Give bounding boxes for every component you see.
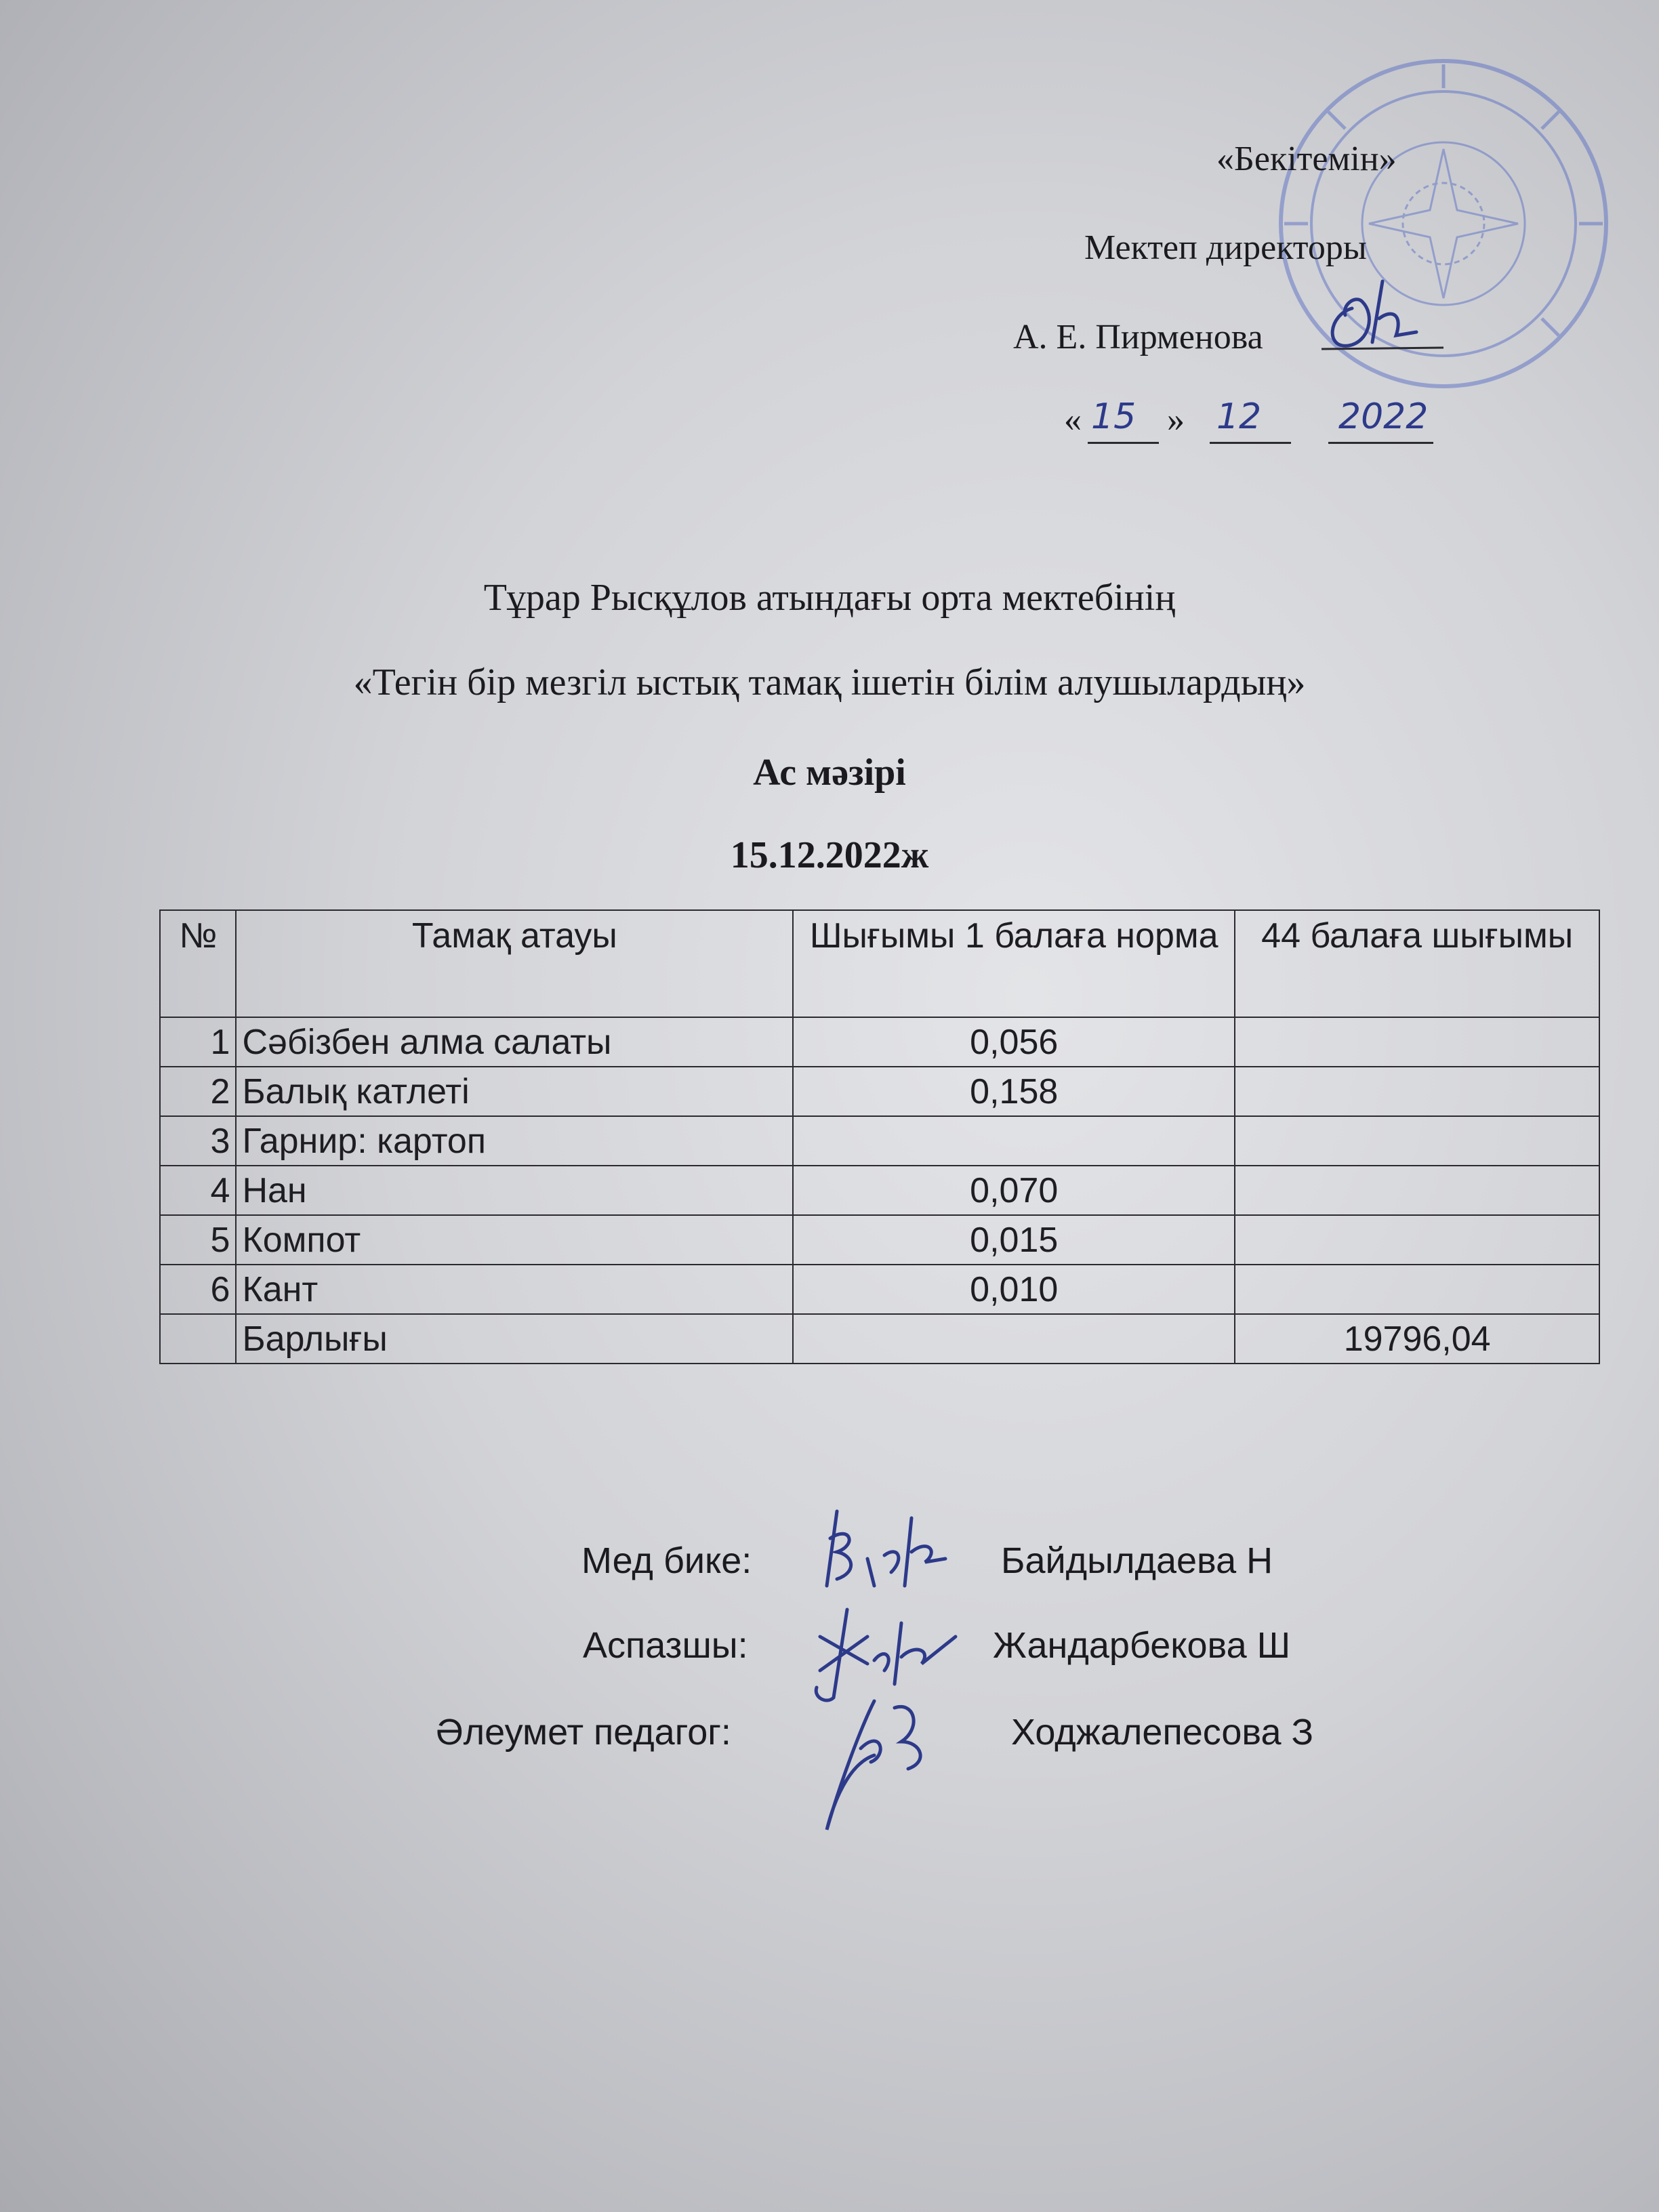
header-number: № [160,910,236,1017]
row-number: 3 [160,1116,236,1166]
table-row [160,1067,1599,1116]
row-dish-name: Балық катлеті [236,1067,793,1116]
menu-table [159,909,1600,1364]
header-dish-name: Тамақ атауы [236,910,793,1017]
summary-label: Барлығы [236,1314,793,1364]
summary-number [160,1314,236,1364]
table-row [160,1166,1599,1215]
social-pedagogue-role-label: Әлеумет педагог: [436,1712,731,1753]
row-total [1235,1215,1599,1265]
row-dish-name: Компот [236,1215,793,1265]
date-month-handwritten: 12 [1216,396,1262,437]
document-title: Ас мәзірі [753,752,906,794]
school-name: Тұрар Рысқұлов атындағы орта мектебінің [483,577,1176,619]
social-pedagogue-signature [813,1687,949,1843]
row-norm: 0,158 [793,1067,1235,1116]
row-total [1235,1067,1599,1116]
date-open-quote: « [1064,401,1082,439]
row-norm: 0,070 [793,1166,1235,1215]
row-number: 4 [160,1166,236,1215]
row-norm: 0,056 [793,1017,1235,1067]
table-row [160,1017,1599,1067]
row-number: 5 [160,1215,236,1265]
table-row [160,1116,1599,1166]
approval-director-name: А. Е. Пирменова [1013,318,1263,356]
program-name: «Тегін бір мезгіл ыстық тамақ ішетін білім алушылардың» [353,661,1306,703]
approval-heading: «Бекітемін» [1216,140,1397,178]
table-header-row [160,910,1599,1017]
row-norm [793,1116,1235,1166]
cook-role-label: Аспазшы: [583,1625,748,1666]
summary-total: 19796,04 [1235,1314,1599,1364]
row-norm: 0,010 [793,1265,1235,1314]
date-close-quote: » [1167,401,1185,439]
row-norm: 0,015 [793,1215,1235,1265]
summary-norm [793,1314,1235,1364]
date-day-underline [1088,442,1159,444]
approval-position: Мектеп директоры [1084,228,1367,267]
cook-name: Жандарбекова Ш [993,1625,1291,1666]
date-day-handwritten: 15 [1091,396,1136,437]
row-total [1235,1166,1599,1215]
social-pedagogue-name: Ходжалепесова З [1011,1712,1314,1753]
row-number: 2 [160,1067,236,1116]
row-dish-name: Гарнир: картоп [236,1116,793,1166]
date-year-handwritten: 2022 [1338,396,1429,437]
row-dish-name: Нан [236,1166,793,1215]
row-total [1235,1017,1599,1067]
row-dish-name: Кант [236,1265,793,1314]
table-summary-row [160,1314,1599,1364]
table-row [160,1265,1599,1314]
director-signature [1315,268,1450,369]
date-year-underline [1328,442,1433,444]
nurse-name: Байдылдаева Н [1001,1540,1273,1581]
date-month-underline [1210,442,1291,444]
row-total [1235,1265,1599,1314]
header-norm-per-child: Шығымы 1 балаға норма [793,910,1235,1017]
row-total [1235,1116,1599,1166]
row-number: 1 [160,1017,236,1067]
document-date: 15.12.2022ж [730,834,929,876]
header-total-44-children: 44 балаға шығымы [1235,910,1599,1017]
nurse-role-label: Мед бике: [581,1540,752,1581]
row-dish-name: Сәбізбен алма салаты [236,1017,793,1067]
table-row [160,1215,1599,1265]
row-number: 6 [160,1265,236,1314]
